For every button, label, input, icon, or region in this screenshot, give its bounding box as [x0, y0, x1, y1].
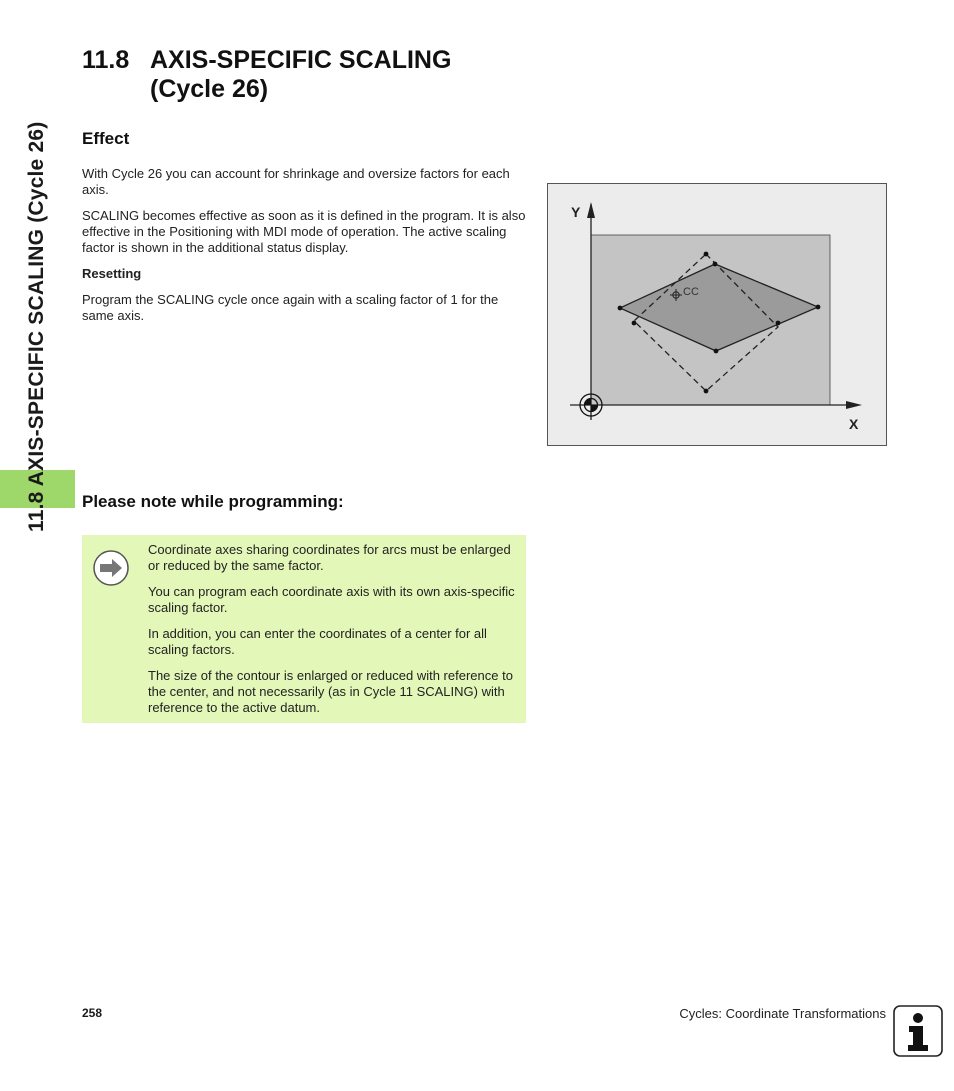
chapter-side-label-text: 11.8 AXIS-SPECIFIC SCALING (Cycle 26) [25, 121, 48, 532]
cc-label: CC [683, 286, 699, 298]
effect-paragraph-1: With Cycle 26 you can account for shrinkage and oversize factors for each axis. [82, 166, 510, 197]
note-item: The size of the contour is enlarged or reduced with reference to the center, and not necessarily (as in Cycle 11 SCALING) with reference to the active datum. [148, 668, 513, 715]
section-number: 11.8 [82, 46, 130, 74]
title-line-1: AXIS-SPECIFIC SCALING [150, 46, 452, 74]
resetting-heading: Resetting [82, 266, 142, 281]
notes-list [148, 542, 518, 726]
note-item: You can program each coordinate axis with its own axis-specific scaling factor. [148, 584, 515, 615]
note-item: In addition, you can enter the coordinates of a center for all scaling factors. [148, 626, 487, 657]
notes-heading: Please note while programming: [82, 492, 344, 511]
x-axis-arrow [846, 401, 862, 409]
page-number: 258 [82, 1006, 103, 1020]
title-line-2: (Cycle 26) [150, 75, 269, 103]
note-item: Coordinate axes sharing coordinates for arcs must be enlarged or reduced by the same factor. [148, 542, 511, 573]
effect-paragraph-2: SCALING becomes effective as soon as it is defined in the program. It is also effective in the Positioning with MDI mode of operation. The active scaling factor is shown in the additional status display. [82, 208, 526, 255]
effect-heading: Effect [82, 129, 130, 148]
resetting-paragraph: Program the SCALING cycle once again with a scaling factor of 1 for the same axis. [82, 292, 499, 323]
footer-chapter-title: Cycles: Coordinate Transformations [679, 1006, 886, 1021]
scaling-diagram [547, 183, 887, 446]
y-axis-arrow [587, 202, 595, 218]
scaling-diagram-svg [548, 184, 886, 445]
arrow-right-icon [92, 549, 130, 592]
programming-notes-box [82, 535, 526, 723]
effect-body [82, 166, 527, 334]
x-axis-label: X [849, 416, 859, 432]
y-axis-label: Y [571, 204, 581, 220]
page-title [82, 46, 451, 104]
info-icon [893, 1005, 943, 1062]
